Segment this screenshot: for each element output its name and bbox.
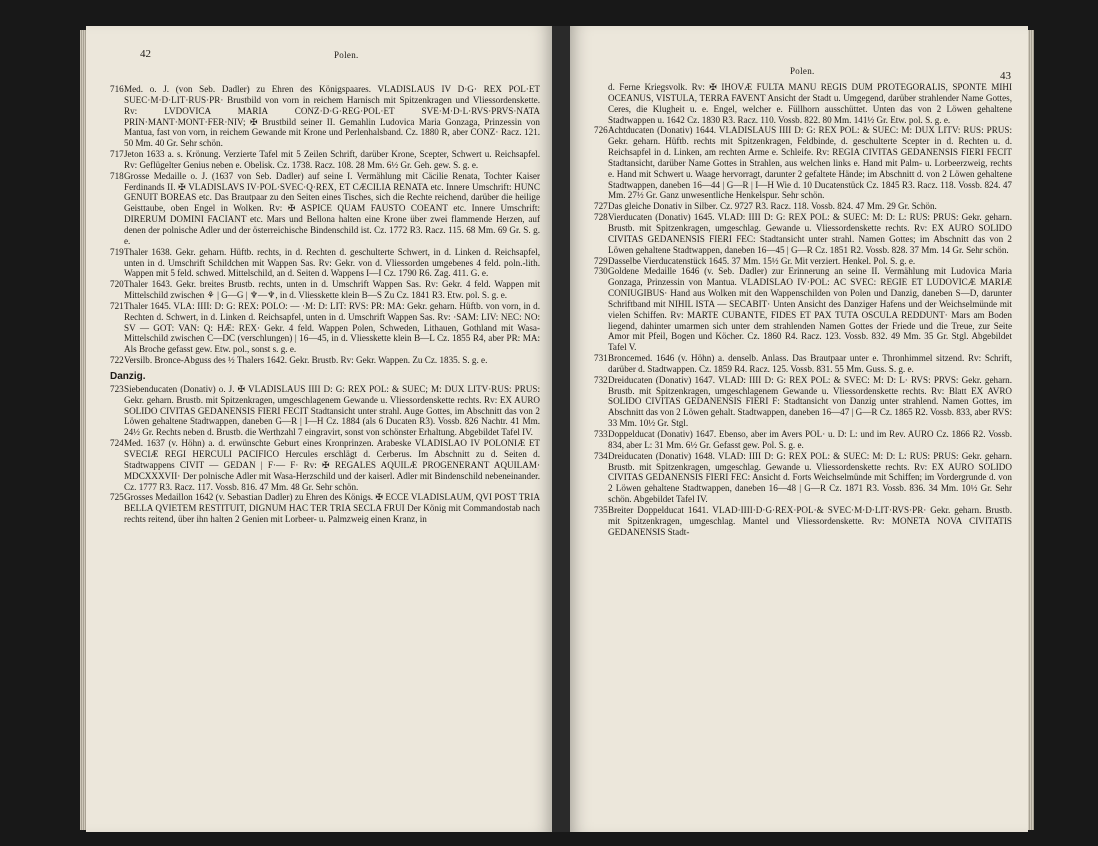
page-number: 42	[140, 48, 151, 60]
entry-number: 730	[594, 266, 608, 277]
entry-number: 728	[594, 212, 608, 223]
catalog-entry	[110, 279, 540, 301]
entry-text: Dreiducaten (Donativ) 1647. VLAD: IIII D: G: REX POL: & SVEC: M: D: L· RVS: PRVS: Gekr. geharn. Brustb. mit Spitzenkragen, umgeschlagenem Gewande u. Vliessordenskette rechts. Rv: Blatt EX AVRO SOLIDO CIVITAS GEDANENSIS FIERI F: Stadtansicht von Danzig unter strahlend. Namen Gottes, im Abschnitt das von 2 Löwen gehalt. Stadtwappen, daneben 16—47 | G—R Cz. 1865 R2. Vossb. 833, aber RVS: 33 Mm. 10½ Gr. Stgl.	[608, 374, 1012, 429]
entry-text: Jeton 1633 a. s. Krönung. Verzierte Tafel mit 5 Zeilen Schrift, darüber Krone, Scepter, Schwert u. Reichsapfel. Rv: Geflügelter Genius neben e. Obelisk. Cz. 1738. Racz. 108. 28 Mm. 6½ Gr. Geh. gew. S. g. e.	[124, 149, 540, 170]
entry-number: 727	[594, 201, 608, 212]
catalog-entry	[594, 504, 1012, 538]
entry-number: 723	[110, 383, 124, 394]
catalog-entries	[110, 84, 540, 525]
entry-number: 732	[594, 374, 608, 385]
catalog-entry	[594, 353, 1012, 375]
catalog-entry	[110, 383, 540, 438]
entry-text: Goldene Medaille 1646 (v. Seb. Dadler) zur Erinnerung an seine II. Vermählung mit Ludovica Maria Gonzaga, Prinzessin von Mantua. VLADISLAO IV·POL: AC SVEC: REGIE ET LUDOVICÆ MARIÆ CONIUGIBUS· Hand aus Wolken mit den Wappenschilden von Polen und Danzig, daneben S—D, darunter Schriftband mit NIHIL ISTA — SECABIT· Unten Ansicht des Danziger Hafens und der Weichselmünde mit vielen Schiffen. Rv: MARTE CUBANTE, FIDES ET PAX TUTA OSCULA REDDUNT· Mars am Boden liegend, dahinter umarmen sich unter dem strahlenden Namen Gottes der Friede und die Treue, zur Seite Amor mit Pfeil, Bogen und Köcher. Cz. 1860 R4. Racz. 123. Vossb. 832. 49 Mm. 35 Gr. Stgl. Abgebildet Tafel V.	[608, 266, 1012, 353]
entry-text: Broncemed. 1646 (v. Höhn) a. denselb. Anlass. Das Brautpaar unter e. Thronhimmel sitzend. Rv: Schrift, darüber d. Stadtwappen. Cz. 1859 R4. Racz. 125. Vossb. 831. 55 Mm. Guss. S. g. e.	[608, 353, 1012, 374]
catalog-entry	[110, 492, 540, 525]
running-head: Polen.	[334, 50, 359, 60]
entry-text: Med. 1637 (v. Höhn) a. d. erwünschte Geburt eines Kronprinzen. Arabeske VLADISLAO IV POLONIÆ ET SVECIÆ REGI HERCULI PACIFICO Hercules erschlägt d. Cerberus. Im Abschnitt zu d. Seiten d. Stadtwappens CIVIT — GEDAN | F·— F· Rv: ✠ REGALES AQUILÆ PROGENERANT AQUILAM· MDCXXXVII· Der polnische Adler mit Wasa-Herzschild und der kaiserl. Adler mit Bindenschild nebeneinander. Cz. 1777 R3. Racz. 117. Vossb. 816. 47 Mm. 48 Gr. Sehr schön.	[124, 438, 540, 492]
entry-number: 725	[110, 492, 124, 503]
entry-text: Das gleiche Donativ in Silber. Cz. 9727 R3. Racz. 118. Vossb. 824. 47 Mm. 29 Gr. Schön.	[608, 201, 937, 212]
entry-text: Thaler 1638. Gekr. geharn. Hüftb. rechts, in d. Rechten d. geschulterte Schwert, in d. Linken d. Reichsapfel, unten in d. Umschrift Schildchen mit Wappen Sas. Rv: Gekr. von d. Vliessorden umgebenes 4 feld. poln.-lith. Wappen mit 5 feld. schwed. Mittelschild, an d. Seiten d. Wappens I—I Cz. 1790 R6. Zag. 411. G. e.	[124, 246, 540, 279]
right-page	[570, 26, 1028, 832]
entry-number: 734	[594, 450, 608, 461]
entry-text: Breiter Doppelducat 1641. VLAD·IIII·D·G·REX·POL·& SVEC·M·D·LIT·RVS·PR· Gekr. geharn. Brustb. mit Spitzenkragen, umgeschlag. Mantel und Vliessordenskette. Rv: MONETA NOVA CIVITATIS GEDANENSIS Stadt-	[608, 504, 1012, 537]
catalog-entry	[594, 429, 1012, 451]
catalog-entry	[110, 246, 540, 280]
entry-number: 735	[594, 504, 608, 515]
entry-text: Med. o. J. (von Seb. Dadler) zu Ehren des Königspaares. VLADISLAUS IV D·G· REX POL·ET SUEC·M·D·LIT·RUS·PR· Brustbild von vorn in reichem Harnisch mit Spitzenkragen und Vliessordenskette. Rv: LVDOVICA MARIA CONZ·D·G·REG·POL·ET SVE·M·D·L·RVS·PRVS·NATA PRIN·MANT·MONT·FER·NIV; ✠ Brustbild seiner II. Gemahlin Ludovica Maria Gonzaga, Prinzessin von Mantua, fast von vorn, in reichem Gewande mit Krone und Perlenhalsband. Cz. 1880 R, aber CONZ· Racz. 121. 50 Mm. 40 Gr. Sehr schön.	[124, 84, 540, 149]
entry-number: 718	[110, 170, 124, 181]
entry-text: Versilb. Bronce-Abguss des ½ Thalers 1642. Gekr. Brustb. Rv: Gekr. Wappen. Zu Cz. 1835. S. g. e.	[124, 355, 488, 366]
entry-number: 722	[110, 355, 124, 366]
entry-number: 726	[594, 125, 608, 136]
book-gutter	[552, 26, 570, 832]
catalog-entry	[110, 170, 540, 247]
entry-number: 720	[110, 279, 124, 290]
catalog-entries	[594, 82, 1012, 537]
page-edge-right	[1028, 30, 1034, 830]
entry-text: Achtducaten (Donativ) 1644. VLADISLAUS IIII D: G: REX POL: & SUEC: M: DUX LITV: RUS: PRUS: Gekr. geharn. Hüftb. rechts mit Spitzenkragen, Feldbinde, d. geschulterte Scepter in d. Rechten u. d. Reichsapfel in d. Linken, am rechten Arme e. Schleife. Rv: REGIA CIVITAS GEDANENSIS FIERI FECIT Stadtansicht, darüber Name Gottes in Strahlen, aus welchen links e. Hand mit Palm- u. Lorbeerzweig, rechts e. Hand mit Schwert u. Waage hervorragt, darunter 2 gefaltete Hände; im Abschnitt d. von 2 Löwen gehaltene Stadtwappen, daneben 16—44 | G—R | I—H Wie d. 10 Ducatenstück Cz. 1845 R3. Racz. 118. Vossb. 824. 47 Mm. 27½ Gr. Ganz unwesentliche Henkelspur. Sehr schön.	[608, 125, 1012, 201]
entry-text: Thaler 1643. Gekr. breites Brustb. rechts, unten in d. Umschrift Wappen Sas. Rv: Gekr. 4 feld. Wappen mit Mittelschild zwischen ⚘ | G—G | ♆—♆, in d. Vliesskette klein B—S Zu Cz. 1841 R3. Etw. pol. S. g. e.	[124, 279, 540, 301]
entry-text: Dreiducaten (Donativ) 1648. VLAD: IIII D: G: REX POL: & SUEC: M: D: L: RUS: PRUS: Gekr. geharn. Brustb. mit Spitzenkragen, umgeschlag. Gewande u. Vliessordenskette rechts. Rv: EX AURO SOLIDO CIVITAS GEDANENSIS FIERI FEC: Ansicht d. Forts Weichselmünde mit Schiffen; im Vordergrunde d. von 2 Löwen gehaltene Stadtwappen, daneben 16—48 | G—R Cz. 1871 R3. Vossb. 836. 34 Mm. 10½ Gr. Sehr schön. Abgebildet Tafel IV.	[608, 450, 1012, 505]
entry-number: 719	[110, 246, 124, 257]
catalog-entry	[110, 149, 540, 171]
catalog-entry	[110, 355, 540, 366]
catalog-entry	[594, 125, 1012, 201]
running-head: Polen.	[790, 66, 815, 76]
catalog-entry	[594, 374, 1012, 429]
left-page	[86, 26, 552, 832]
entry-text: Vierducaten (Donativ) 1645. VLAD: IIII D: G: REX POL: & SUEC: M: D: L: RUS: PRUS: Gekr. geharn. Brustb. mit Spitzenkragen, umgeschlag. Gewande u. Vliessordenskette rechts. Rv: EX AURO SOLIDO CIVITAS GEDANENSIS FIERI FEC: Stadtansicht unter strahl. Namen Gottes; im Abschnitt das von 2 Löwen gehaltene Stadtwappen, daneben 16—45 | G—R Cz. 1851 R2. Vossb. 828. 37 Mm. 14 Gr. Sehr schön.	[608, 212, 1012, 255]
page-number: 43	[1000, 70, 1011, 82]
entry-text: Dasselbe Vierducatenstück 1645. 37 Mm. 15½ Gr. Mit verziert. Henkel. Pol. S. g. e.	[608, 255, 916, 266]
entry-number: 717	[110, 149, 124, 160]
catalog-entry	[594, 255, 1012, 267]
entry-text: Grosse Medaille o. J. (1637 von Seb. Dadler) auf seine I. Vermählung mit Cäcilie Renata, Tochter Kaiser Ferdinands II. ✠ VLADISLAVS IV·POL·SVEC·Q·REX, ET CÆCILIA RENATA etc. Innere Umschrift: HUNC GENUIT BOREAS etc. Das Brautpaar zu den Seiten eines Tisches, sich die Rechte reichend, darüber die heilige Geisttaube, oben Engel in Wolken. Rv: ✠ ASPICE QUAM FAUSTO COEANT etc. Innere Umschrift: DIRERUM DOMINI FACIANT etc. Mars und Bellona halten eine Krone über zwei flammende Herzen, auf denen der polnische Adler und der österreichische Bindenschild ist. Cz. 1772 R3. Racz. 115. 68 Mm. 69 Gr. S. g. e.	[124, 170, 540, 246]
entry-text: Doppelducat (Donativ) 1647. Ebenso, aber im Avers POL· u. D: L: und im Rev. AURO Cz. 1866 R2. Vossb. 834, aber L: 31 Mm. 6½ Gr. Gefasst gew. Pol. S. g. e.	[608, 429, 1012, 450]
catalog-entry	[594, 201, 1012, 212]
entry-text: Thaler 1645. VLA: IIII: D: G: REX: POLO: — ·M: D: LIT: RVS: PR: MA: Gekr. geharn. Hüftb. von vorn, in d. Rechten d. Schwert, in d. Linken d. Reichsapfel, unten in d. Umschrift Wappen Sas. Rv: ·SAM: LIV: NEC: NO: SV — GOT: VAN: Q: HÆ: REX· Gekr. 4 feld. Wappen Polen, Schweden, Lithauen, Gothland mit Wasa-Mittelschild zwischen C—DC (verschlungen) | 16—45, in d. Vliesskette klein B—L Cz. 1855 R4, aber PR: MA: Als Broche gefasst gew. Etw. pol., sonst s. g. e.	[124, 300, 540, 355]
entry-continuation: d. Ferne Kriegsvolk. Rv: ✠ IHOVÆ FULTA MANU REGIS DUM PROTEGORALIS, SPONTE MIHI OCEANUS, VISTULA, TERRA FAVENT Ansicht der Stadt u. Umgegend, darüber strahlender Name Gottes, Ceres, die Klugheit u. e. Engel, welcher e. Füllhorn ausschüttet. Unten das von 2 Löwen gehaltene Stadtwappen u. 1642 Cz. 1830 R3. Racz. 110. Vossb. 822. 80 Mm. 141½ Gr. Etw. pol. S. g. e.	[608, 82, 1012, 125]
catalog-entry	[594, 450, 1012, 505]
entry-text: Siebenducaten (Donativ) o. J. ✠ VLADISLAUS IIII D: G: REX POL: & SUEC; M: DUX LITV·RUS: PRUS: Gekr. geharn. Brustb. mit Spitzenkragen, umgeschlagenem Gewande u. Vliessordenskette rechts. Rv: EX AURO SOLIDO CIVITAS GEDANENSIS FIERI FECIT Stadtansicht unter strahl. Auge Gottes, im Abschnitt das von 2 Löwen gehaltene Stadtwappen, daneben G—R | I—H Cz. 1884 (als 6 Ducaten R3). Vossb. 826 Nachtr. 41 Mm. 24½ Gr. Rechts neben d. Brustb. die Werthzahl 7 eingravirt, sonst von schönster Erhaltung. Abgebildet Tafel IV.	[124, 383, 540, 438]
entry-number: 733	[594, 429, 608, 439]
entry-number: 716	[110, 84, 124, 94]
catalog-entry	[594, 266, 1012, 353]
catalog-entry	[110, 438, 540, 492]
catalog-entry	[110, 300, 540, 355]
entry-number: 729	[594, 255, 608, 266]
catalog-entry	[594, 212, 1012, 255]
entry-number: 721	[110, 300, 124, 311]
entry-number: 731	[594, 353, 608, 364]
entry-number: 724	[110, 438, 124, 449]
catalog-entry	[110, 84, 540, 149]
section-title: Danzig.	[110, 370, 146, 382]
entry-text: Grosses Medaillon 1642 (v. Sebastian Dadler) zu Ehren des Königs. ✠ ECCE VLADISLAUM, QVI POST TRIA BELLA QVIETEM RESTITUIT, DIGNUM HAC TER TRIA SECLA FRUI Der König mit Commandostab nach rechts reitend, über ihn halten 2 Genien mit Lorbeer- u. Palmzweig einen Kranz, in	[124, 492, 540, 525]
